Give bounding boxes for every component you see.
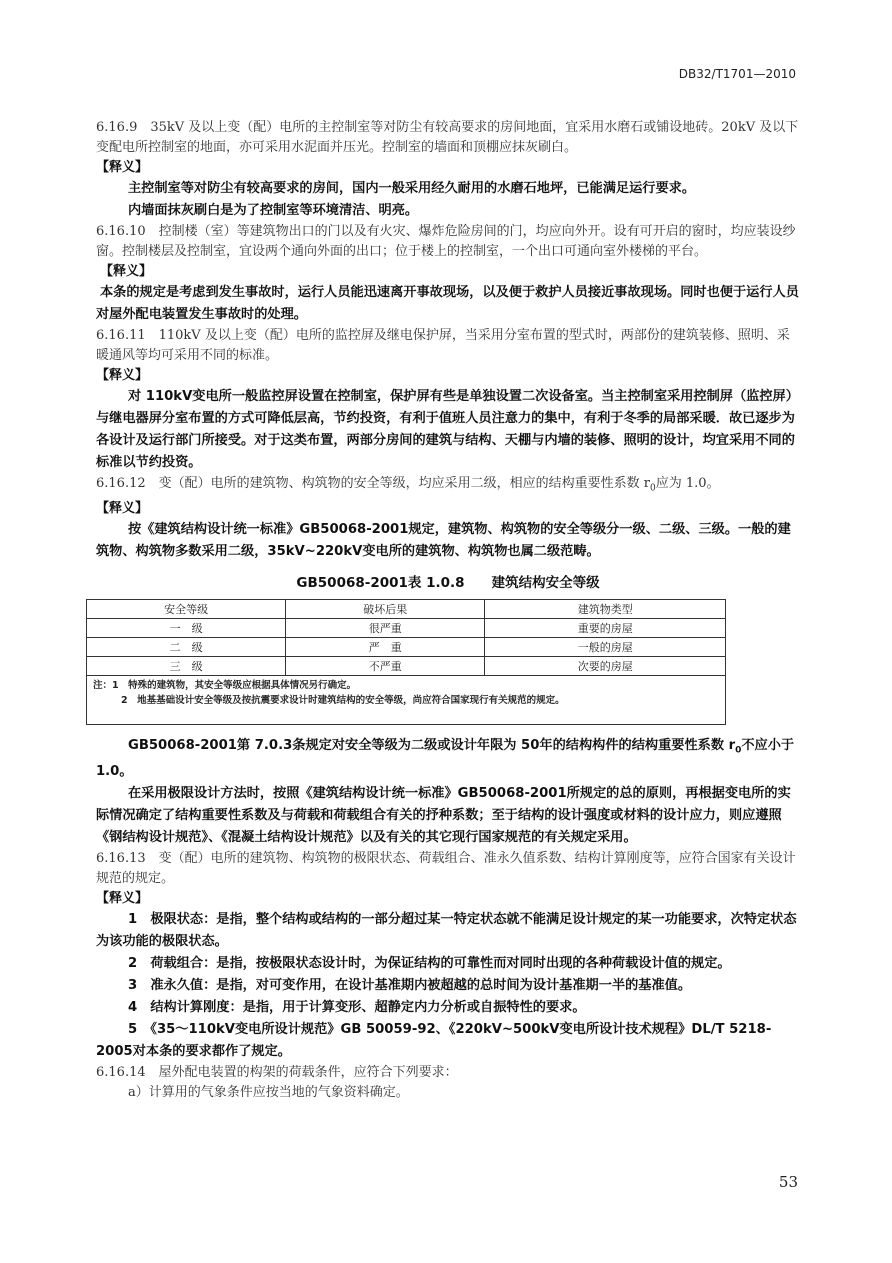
table-cell: 不严重: [286, 656, 485, 675]
explanation-text: 内墙面抹灰刷白是为了控制室等环境清洁、明亮。: [128, 203, 419, 218]
explanation-text: 按《建筑结构设计统一标准》GB50068-2001规定，建筑物、构筑物的安全等级分一级、二级、三级。一般的建筑物、构筑物多数采用二级，35kV~220kV变电所的建筑物、构筑物也属二级范畴。: [96, 521, 791, 559]
table-cell: 严 重: [286, 637, 485, 656]
explain-label: 【释义】: [96, 160, 149, 175]
clause-6-16-13: 6.16.13 变（配）电所的建筑物、构筑物的极限状态、荷载组合、准永久值系数、结构计算刚度等，应符合国家有关设计规范的规定。: [96, 851, 796, 887]
clause-6-16-14: 6.16.14 屋外配电装置的构架的荷载条件，应符合下列要求：: [96, 1065, 458, 1081]
document-body: [93, 118, 800, 1103]
table-row: [87, 618, 726, 637]
table-note-row: [87, 675, 726, 724]
table-row: [87, 637, 726, 656]
table-header-cell: 安全等级: [87, 599, 286, 618]
clause-6-16-11: 6.16.11 110kV 及以上变（配）电所的监控屏及继电保护屏，当采用分室布置的型式时，两部份的建筑装修、照明、采暖通风等均可采用不同的标准。: [96, 328, 790, 363]
table-header-row: [87, 599, 726, 618]
table-cell: 一般的房屋: [485, 637, 726, 656]
explain-label: 【释义】: [96, 891, 149, 907]
clause-6-16-9: 6.16.9 35kV 及以上变（配）电所的主控制室等对防尘有较高要求的房间地面，宜采用水磨石或铺设地砖。20kV 及以下变配电所控制室的地面，亦可采用水泥面并压光。控制室的墙面和顶棚应抹灰刷白。: [96, 120, 799, 155]
explanation-item: 1 极限状态：是指，整个结构或结构的一部分超过某一特定状态就不能满足设计规定的某一功能要求，次特定状态为该功能的极限状态。: [96, 912, 797, 950]
clause-item-a: a）计算用的气象条件应按当地的气象资料确定。: [128, 1085, 409, 1101]
table-title: GB50068-2001表 1.0.8 建筑结构安全等级: [296, 574, 600, 591]
explanation-text: 本条的规定是考虑到发生事故时，运行人员能迅速离开事故现场，以及便于救护人员接近事故现场。同时也便于运行人员对屋外配电装置发生事故时的处理。: [96, 285, 799, 322]
table-header-cell: 建筑物类型: [485, 599, 726, 618]
explanation-text: GB50068-2001第 7.0.3条规定对安全等级为二级或设计年限为 50年的结构构件的结构重要性系数 $r_0$不应小于 1.0。: [96, 737, 795, 780]
table-note-2: 2 地基基础设计安全等级及按抗震要求设计时建筑结构的安全等级，尚应符合国家现行有关规范的规定。: [121, 694, 565, 706]
clause-6-16-12: 6.16.12 变（配）电所的建筑物、构筑物的安全等级，均应采用二级，相应的结构重要性系数 $r_0$应为 1.0。: [96, 476, 720, 494]
explain-label: 【释义】: [100, 264, 153, 279]
table-cell: 很严重: [286, 618, 485, 637]
table-header-cell: 破坏后果: [286, 599, 485, 618]
explain-label: 【释义】: [96, 500, 149, 516]
explanation-text: 对 110kV变电所一般监控屏设置在控制室，保护屏有些是单独设置二次设备室。当主控制室采用控制屏（监控屏）与继电器屏分室布置的方式可降低层高，节约投资，有利于值班人员注意力的集中，有利于冬季的局部采暖．故已逐步为各设计及运行部门所接受。对于这类布置，两部分房间的建筑与结构、天棚与内墙的装修、照明的设计，均宜采用不同的标准以节约投资。: [96, 389, 799, 470]
table-cell: 三 级: [87, 656, 286, 675]
explanation-item: 2 荷载组合：是指，按极限状态设计时，为保证结构的可靠性而对同时出现的各种荷载设计值的规定。: [128, 956, 731, 972]
explanation-item: 5 《35～110kV变电所设计规范》GB 50059-92、《220kV~500kV变电所设计技术规程》DL/T 5218-2005对本条的要求都作了规定。: [96, 1022, 772, 1060]
explanation-item: 3 准永久值：是指，对可变作用，在设计基准期内被超越的总时间为设计基准期一半的基准值。: [128, 978, 692, 994]
explanation-text: 在采用极限设计方法时，按照《建筑结构设计统一标准》GB50068-2001所规定的总的原则，再根据变电所的实际情况确定了结构重要性系数及与荷载和荷载组合有关的抒种系数；至于结构的设计强度或材料的设计应力，则应遵照《钢结构设计规范》、《混凝土结构设计规范》以及有关的其它现行国家规范的有关规定采用。: [96, 786, 791, 846]
table-cell: 一 级: [87, 618, 286, 637]
table-note: [87, 675, 726, 724]
clause-6-16-10: 6.16.10 控制楼（室）等建筑物出口的门以及有火灾、爆炸危险房间的门，均应向外开。设有可开启的窗时，均应装设纱窗。控制楼层及控制室，宜设两个通向外面的出口；位于楼上的控制室，一个出口可通向室外楼梯的平台。: [96, 224, 796, 259]
explanation-item: 4 结构计算刚度：是指，用于计算变形、超静定内力分析或自振特性的要求。: [128, 1000, 586, 1016]
table-cell: 次要的房屋: [485, 656, 726, 675]
table-cell: 二 级: [87, 637, 286, 656]
safety-grade-table: [86, 599, 726, 725]
table-note-1: 注：1 特殊的建筑物，其安全等级应根据具体情况另行确定。: [93, 679, 357, 691]
table-row: [87, 656, 726, 675]
explanation-text: 主控制室等对防尘有较高要求的房间，国内一般采用经久耐用的水磨石地坪，已能满足运行要求。: [128, 181, 696, 196]
page-number: 53: [778, 1173, 798, 1191]
page-header-code: DB32/T1701—2010: [678, 67, 796, 81]
table-cell: 重要的房屋: [485, 618, 726, 637]
explain-label: 【释义】: [96, 368, 149, 383]
